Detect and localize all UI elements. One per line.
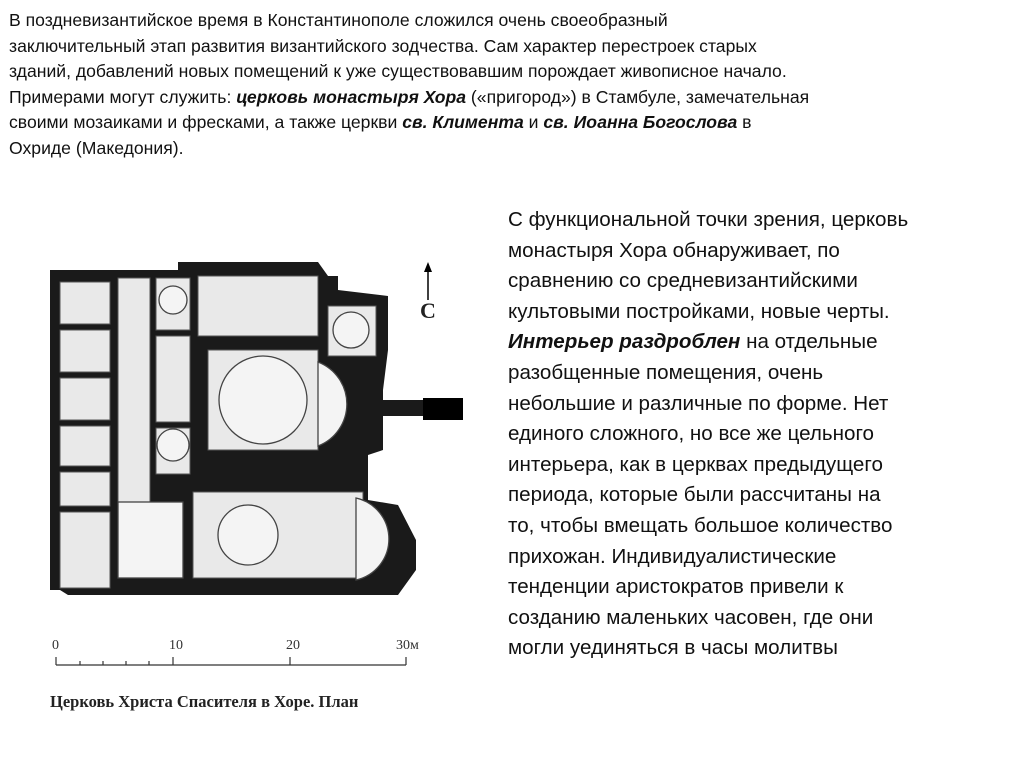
intro-line: («пригород») в Стамбуле, замечательная [466, 86, 810, 107]
body-line: небольшие и различные по форме. Нет [508, 391, 889, 415]
body-line: С функциональной точки зрения, церковь [508, 208, 909, 231]
body-line: то, чтобы вмещать большое количество [508, 513, 893, 537]
highlight-chora: церковь монастыря Хора [236, 86, 467, 107]
highlight-clement: св. Климента [402, 112, 524, 132]
scale-tick: 30м [396, 638, 419, 653]
body-line: прихожан. Индивидуалистические [508, 544, 837, 568]
intro-line: своими мозаиками и фресками, а также церкви [9, 112, 403, 132]
intro-line: заключительный этап развития византийского зодчества. Сам характер перестроек старых [9, 35, 757, 56]
intro-line: В поздневизантийское время в Константинополе сложился очень своеобразный [9, 10, 668, 30]
intro-line: и [523, 112, 544, 132]
body-line: созданию маленьких часовен, где они [508, 605, 874, 629]
highlight-interior: Интерьер раздроблен [508, 330, 741, 354]
body-line: могли уединяться в часы молитвы [508, 636, 838, 660]
body-line: единого сложного, но все же цельного [508, 422, 875, 446]
scale-tick: 0 [52, 638, 59, 653]
scale-tick: 20 [286, 638, 300, 653]
intro-paragraph [9, 8, 1014, 161]
intro-line: Примерами могут служить: [9, 86, 237, 107]
body-line: на отдельные [740, 330, 878, 354]
body-line: сравнению со средневизантийскими [508, 269, 858, 293]
body-paragraph [508, 205, 1008, 664]
north-label: С [420, 298, 436, 323]
intro-line: Охриде (Македония). [9, 137, 184, 158]
body-line: культовыми постройками, новые черты. [508, 299, 890, 323]
intro-line: в [737, 112, 752, 132]
body-line: монастыря Хора обнаруживает, по [508, 238, 840, 262]
scale-bar [46, 637, 419, 677]
highlight-john: св. Иоанна Богослова [543, 112, 738, 132]
plan-caption: Церковь Христа Спасителя в Хоре. План [50, 692, 359, 711]
body-line: интерьера, как в церквах предыдущего [508, 452, 883, 476]
body-line: тенденции аристократов привели к [508, 575, 844, 599]
body-line: периода, которые были рассчитаны на [508, 483, 881, 507]
body-line: разобщенные помещения, очень [508, 360, 824, 384]
intro-line: зданий, добавлений новых помещений к уже существовавшим порождает живописное начало. [9, 61, 787, 81]
scale-tick: 10 [169, 638, 183, 653]
